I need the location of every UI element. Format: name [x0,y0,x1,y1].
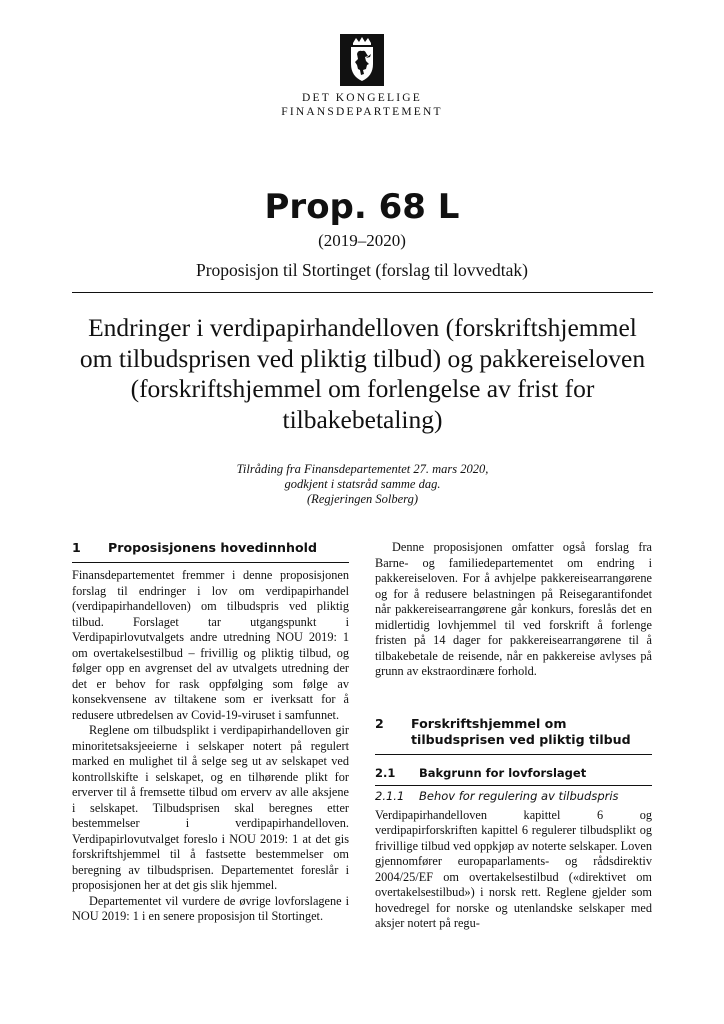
coat-of-arms-logo [340,34,384,86]
sanction-line-2: godkjent i statsråd samme dag. [284,477,441,491]
paragraph: Reglene om tilbudsplikt i verdipapirhandelloven gir minoritetsaksjeeierne i selskaper notert på regulert marked en mulighet til å selge seg ut av selskapet ved kontrollskifte i selskapet, og en tilhørende plikt for erverver til å fremsette tilbud om erverv av alle aksjene i selskapet. Tilbudsprisen skal beregnes etter bestemmelser i verdipapirhandelloven. Verdipapirlovutvalget foreslo i NOU 2019: 1 at det gis forskriftshjemmel til å fastsette bestemmelser om beregning av tilbudsprisen. Departementet foreslår i proposisjonen her at det gis slik hjemmel. [72,723,349,892]
section-title: Forskriftshjemmel om tilbudsprisen ved pliktig tilbud [411,715,631,747]
sanction-line-1: Tilråding fra Finansdepartementet 27. mars 2020, [236,462,489,476]
paragraph: Departementet vil vurdere de øvrige lovforslagene i NOU 2019: 1 i en senere proposisjon til Stortinget. [72,893,349,923]
org-name-line2: FINANSDEPARTEMENT [281,106,443,118]
subsection-number: 2.1.1 [375,788,405,803]
subsection-title: Behov for regulering av tilbudspris [419,788,619,803]
proposition-type: Proposisjon til Stortinget (forslag til lovvedtak) [196,260,528,280]
section-number: 1 [72,540,81,555]
sanction-note [72,462,653,507]
session-year: (2019–2020) [318,231,406,250]
subsection-number: 2.1 [375,765,396,780]
section-title: Proposisjonens hovedinnhold [108,540,317,555]
sanction-line-3: (Regjeringen Solberg) [307,492,418,506]
proposition-number: Prop. 68 L [264,187,460,227]
paragraph: Finansdepartementet fremmer i denne proposisjonen forslag til endringer i lov om verdipapirhandel (verdipapirhandelloven) om tilbudspris ved pliktig tilbud. Forslaget tar utgangspunkt i Verdipapirlovutvalgets andre utredning NOU 2019: 1 om overtakelsestilbud – frivillig og pliktig tilbud, og følger opp en avgrenset del av utvalgets utredning der det er behov for rask oppfølging som følge av konsekvensene av tiltakene som er iverksatt for å redusere utbredelsen av Covid-19-viruset i samfunnet. [72,568,349,722]
document-title: Endringer i verdipapirhandelloven (forskriftshjemmel om tilbudsprisen ved pliktig tilbud) og pakkereiseloven (forskriftshjemmel om forlengelse av frist for tilbakebetaling) [79,313,646,434]
subsection-2-1-1-heading [375,789,652,804]
section-2-heading [375,716,652,755]
subsection-2-1-heading [375,766,652,786]
right-column [375,540,652,932]
subsection-title: Bakgrunn for lovforslaget [419,765,587,780]
paragraph: Verdipapirhandelloven kapittel 6 og verdipapirforskriften kapittel 6 regulerer tilbudsplikt og frivillige tilbud ved oppkjøp av noterte selskaper. Loven gjennomfører europaparlaments- og rådsdirektiv 2004/25/EF om overtakelsestilbud («direktivet om overtakelsestilbud») i norsk rett. Reglene gjelder som hovedregel for norske og utenlandske selskaper med aksjer notert på regu- [375,807,652,930]
org-name-line1: DET KONGELIGE [301,92,423,104]
left-column [72,540,349,925]
section-1-heading [72,540,349,563]
section-number: 2 [375,715,384,731]
title-divider [72,292,653,293]
paragraph: Denne proposisjonen omfatter også forslag fra Barne- og familiedepartementet om endring i pakkereiseloven. For å avhjelpe pakkereisearrangørene og for å redusere belastningen på Reisegarantifondet når pakkereisearrangørene går konkurs, foreslås det en midlertidig lovhjemmel til ved forskrift å forlenge fristen på 14 dager for pakkereisearrangørene til å tilbakebetale de reisende, når en pakkereise avlyses på grunn av ekstraordinære forhold. [375,540,652,678]
